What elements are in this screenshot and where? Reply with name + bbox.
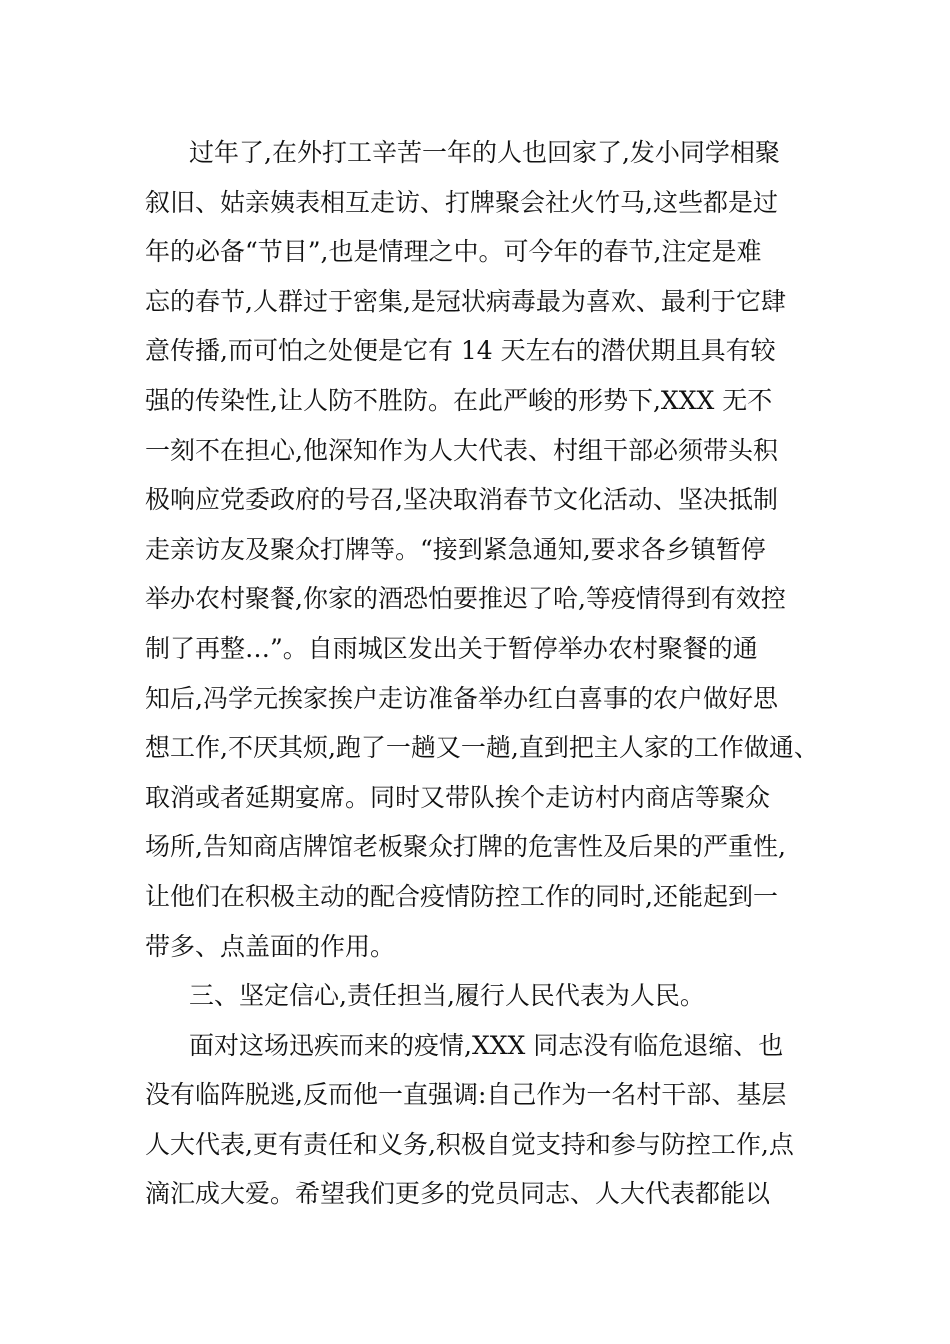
section-heading-three <box>145 971 825 1021</box>
text-line: 极响应党委政府的号召,坚决取消春节文化活动、坚决抵制 <box>145 485 778 515</box>
paragraph-epidemic-prevention <box>145 128 825 971</box>
text-line: 人大代表,更有责任和义务,积极自觉支持和参与防控工作,点 <box>145 1129 794 1159</box>
paragraph-responsibility <box>145 1021 825 1219</box>
text-line: 让他们在积极主动的配合疫情防控工作的同时,还能起到一 <box>145 881 778 911</box>
text-line: 滴汇成大爱。希望我们更多的党员同志、人大代表都能以 <box>145 1179 771 1209</box>
text-line: 强的传染性,让人防不胜防。在此严峻的形势下,XXX 无不 <box>145 385 773 415</box>
text-line: 过年了,在外打工辛苦一年的人也回家了,发小同学相聚 <box>189 138 780 167</box>
text-line: 意传播,而可怕之处便是它有 14 天左右的潜伏期且具有较 <box>145 336 776 366</box>
text-line: 叙旧、姑亲姨表相互走访、打牌聚会社火竹马,这些都是过 <box>145 187 778 217</box>
text-line: 没有临阵脱逃,反而他一直强调:自己作为一名村干部、基层 <box>145 1080 787 1110</box>
document-body <box>145 128 825 1219</box>
text-line: 一刻不在担心,他深知作为人大代表、村组干部必须带头积 <box>145 435 778 465</box>
text-line: 走亲访友及聚众打牌等。“接到紧急通知,要求各乡镇暂停 <box>145 534 766 564</box>
section-heading-text: 三、坚定信心,责任担当,履行人民代表为人民。 <box>189 981 705 1011</box>
text-line: 知后,冯学元挨家挨户走访准备举办红白喜事的农户做好思 <box>145 683 778 713</box>
text-line: 带多、点盖面的作用。 <box>145 931 396 961</box>
text-line: 年的必备“节目”,也是情理之中。可今年的春节,注定是难 <box>145 237 762 267</box>
text-line: 场所,告知商店牌馆老板聚众打牌的危害性及后果的严重性, <box>145 832 786 862</box>
text-line: 想工作,不厌其烦,跑了一趟又一趟,直到把主人家的工作做通、 <box>145 733 819 763</box>
text-line: 取消或者延期宴席。同时又带队挨个走访村内商店等聚众 <box>145 782 771 812</box>
text-line: 面对这场迅疾而来的疫情,XXX 同志没有临危退缩、也 <box>189 1030 784 1060</box>
text-line: 举办农村聚餐,你家的酒恐怕要推迟了哈,等疫情得到有效控 <box>145 584 786 614</box>
text-line: 制了再整…”。自雨城区发出关于暂停举办农村聚餐的通 <box>145 633 758 663</box>
text-line: 忘的春节,人群过于密集,是冠状病毒最为喜欢、最利于它肆 <box>145 286 786 316</box>
